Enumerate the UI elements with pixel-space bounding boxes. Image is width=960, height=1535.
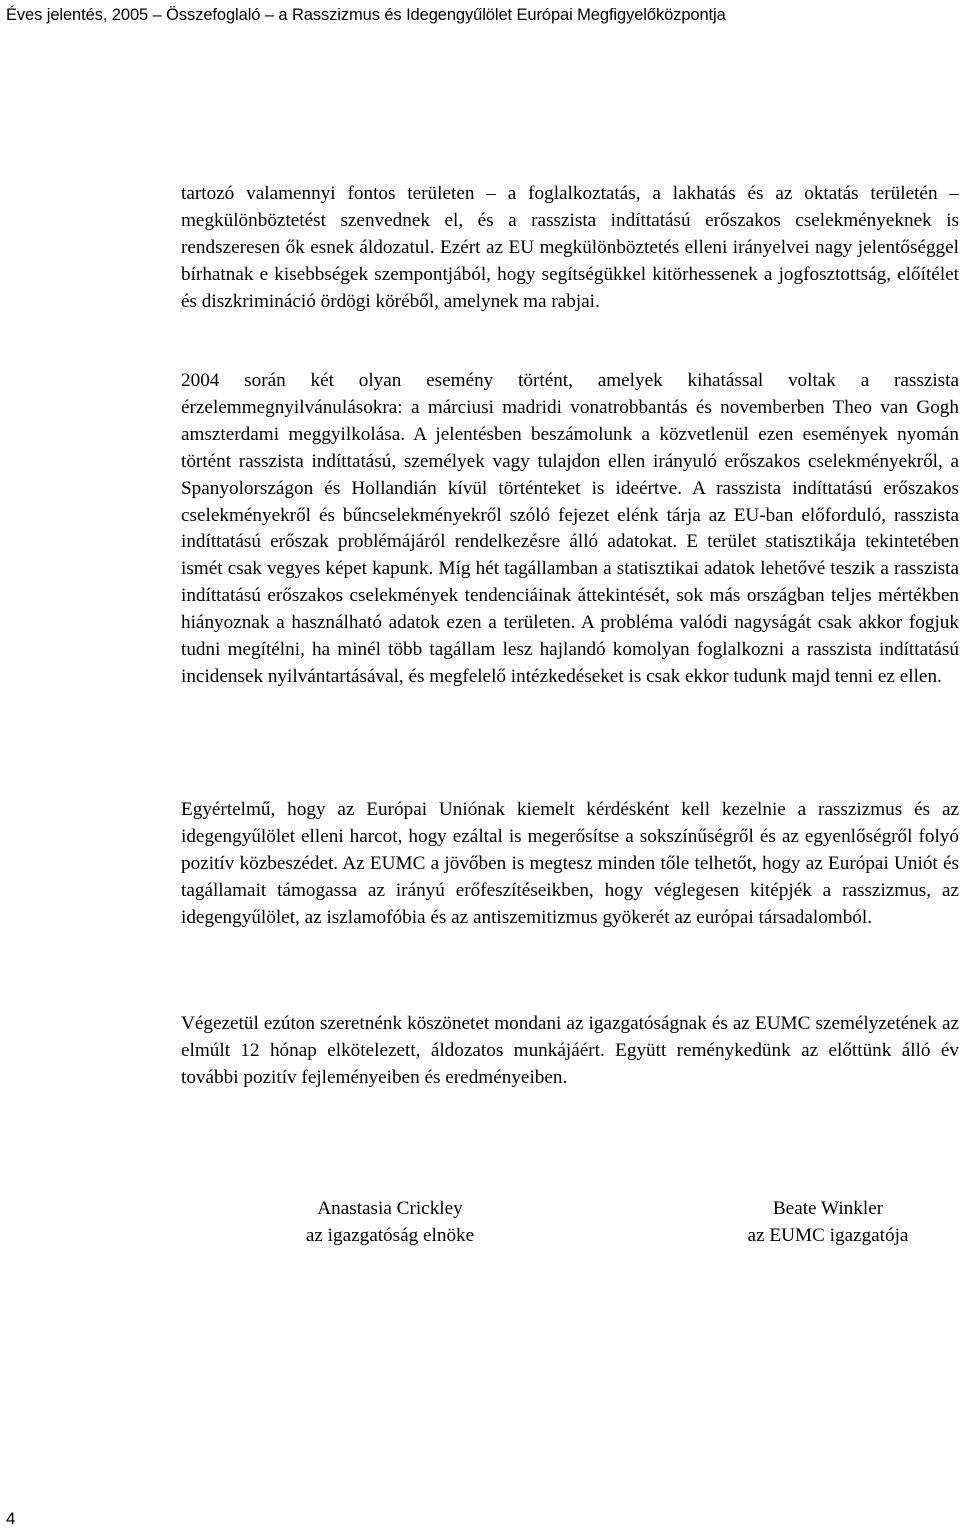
signature-block-chair: [240, 1195, 540, 1249]
page-number: 4: [6, 1509, 16, 1528]
paragraph-eu-priority: Egyértelmű, hogy az Európai Uniónak kiemelt kérdésként kell kezelnie a rasszizmus és az idegengyűlölet elleni harcot, hogy ezáltal is megerősítse a sokszínűségről és az egyenlőségről folyó pozitív közbeszédet. Az EUMC a jövőben is megtesz minden tőle telhetőt, hogy az Európai Uniót és tagállamait támogassa az irányú erőfeszítéseikben, hogy véglegesen kitépjék a rasszizmus, az idegengyűlölet, az iszlamofóbia és az antiszemitizmus gyökerét az európai társadalomból.: [181, 799, 959, 928]
paragraph-acknowledgement: Végezetül ezúton szeretnénk köszönetet mondani az igazgatóságnak és az EUMC személyzetének az elmúlt 12 hónap elkötelezett, áldozatos munkájáért. Együtt reménykedünk az előttünk álló év további pozitív fejleményeiben és eredményeiben.: [181, 1013, 959, 1088]
signatory-title: az EUMC igazgatója: [747, 1225, 909, 1246]
running-header: Éves jelentés, 2005 – Összefoglaló – a Rasszizmus és Idegengyűlölet Európai Megfigyelőközpontja: [6, 6, 726, 24]
signatory-title: az igazgatóság elnöke: [305, 1225, 475, 1246]
signatory-name: Anastasia Crickley: [317, 1198, 463, 1219]
paragraph-2004-events: 2004 során két olyan esemény történt, amelyek kihatással voltak a rasszista érzelemmegnyilvánulásokra: a márciusi madridi vonatrobbantás és novemberben Theo van Gogh amszterdami meggyilkolása. A jelentésben beszámolunk a közvetlenül ezen események nyomán történt rasszista indíttatású, személyek vagy tulajdon ellen irányuló erőszakos cselekményekről, a Spanyolországon és Hollandián kívül történteket is ideértve. A rasszista indíttatású erőszakos cselekményekről és bűncselekményekről szóló fejezet elénk tárja az EU-ban előforduló, rasszista indíttatású erőszak problémájáról rendelkezésre álló adatokat. E terület statisztikája tekintetében ismét csak vegyes képet kapunk. Míg hét tagállamban a statisztikai adatok lehetővé teszik a rasszista indíttatású erőszakos cselekmények tendenciáinak áttekintését, sok más országban teljes mértékben hiányoznak a használható adatok ezen a területen. A probléma valódi nagyságát csak akkor fogjuk tudni megítélni, ha minél több tagállam lesz hajlandó komolyan foglalkozni a rasszista indíttatású incidensek nyilvántartásával, és megfelelő intézkedéseket is csak ekkor tudunk majd tenni ez ellen.: [181, 370, 959, 687]
signature-block-director: [678, 1195, 960, 1249]
paragraph-discrimination: tartozó valamennyi fontos területen – a foglalkoztatás, a lakhatás és az oktatás területén – megkülönböztetést szenvednek el, és a rasszista indíttatású erőszakos cselekményeknek is rendszeresen ők esnek áldozatul. Ezért az EU megkülönböztetés elleni irányelvei nagy jelentőséggel bírhatnak e kisebbségek szempontjából, hogy segítségükkel kitörhessenek a jogfosztottság, előítélet és diszkrimináció ördögi köréből, amelynek ma rabjai.: [181, 183, 959, 312]
signatory-name: Beate Winkler: [772, 1198, 884, 1219]
